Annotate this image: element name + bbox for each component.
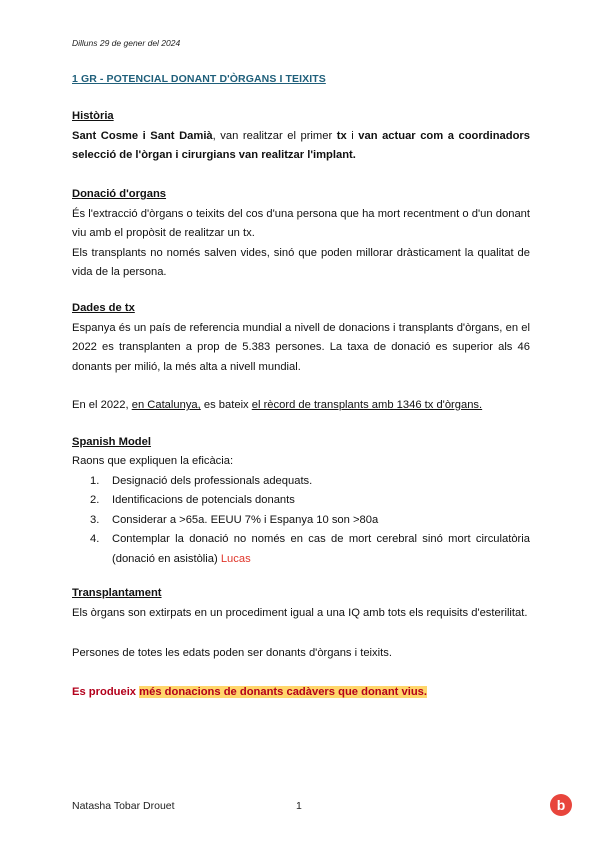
list-item-number: 4.: [90, 533, 100, 546]
historia-text-a: Sant Cosme i Sant Damià: [72, 130, 213, 142]
list-item: [90, 472, 530, 491]
list-item: [90, 511, 530, 530]
section-heading-donacio: Donació d'organs: [72, 188, 167, 200]
dades-text-c: es bateix: [200, 399, 252, 411]
list-item-text: Considerar a >65a. EEUU 7% i Espanya 10 son >80a: [112, 513, 379, 526]
dades-text-d: el rècord de transplants amb 1346 tx d'òrgans.: [251, 399, 483, 411]
historia-paragraph: [72, 127, 530, 166]
dades-paragraph-1: Espanya és un país de referencia mundial a nivell de donacions i transplants d'òrgans, en el 2022 es transplanten a prop de 5.383 persones. La taxa de donació es superior als 46 donants per milió, la més alta a nivell mundial.: [72, 322, 530, 373]
spanish-intro: Raons que expliquen la eficàcia:: [72, 455, 234, 467]
list-item-text: Identificacions de potencials donants: [112, 494, 295, 507]
list-item-number: 1.: [90, 475, 100, 487]
section-heading-transplantament: Transplantament: [72, 587, 162, 599]
spanish-list: [90, 472, 530, 569]
footer-page-number: 1: [296, 800, 302, 812]
donacio-paragraph-1: És l'extracció d'òrgans o teixits del cos d'una persona que ha mort recentment o d'un donant viu amb el propòsit de realitzar un tx.: [72, 208, 530, 240]
dades-text-b: en Catalunya,: [131, 399, 201, 411]
page-date: Dilluns 29 de gener del 2024: [72, 38, 181, 48]
historia-text-c: tx: [336, 130, 347, 142]
dades-text-a: En el 2022,: [72, 399, 132, 411]
list-item: [90, 491, 530, 510]
page-title: 1 GR - POTENCIAL DONANT D'ÒRGANS I TEIXITS: [72, 73, 326, 85]
brand-logo-icon[interactable]: b: [550, 794, 572, 816]
historia-text-d: i: [346, 130, 359, 142]
dades-paragraph-2: [72, 396, 530, 415]
transplantament-paragraph-2: Persones de totes les edats poden ser donants d'òrgans i teixits.: [72, 647, 392, 659]
list-item-text: Contemplar la donació no només en cas de mort cerebral sinó mort circulatòria (donació en asistòlia): [112, 533, 530, 565]
transplantament-highlight: més donacions de donants cadàvers que donant vius.: [139, 686, 427, 698]
section-heading-historia: Història: [72, 110, 114, 122]
historia-text-e: van actuar com a coordinadors selecció de l'òrgan i cirurgians van realitzar l'implant.: [72, 130, 530, 162]
section-heading-spanish: Spanish Model: [72, 436, 151, 448]
list-item-annotation: Lucas: [220, 552, 251, 565]
list-item: [90, 530, 530, 569]
list-item-text: Designació dels professionals adequats.: [112, 475, 313, 487]
transplantament-text-a: Es produeix: [72, 686, 140, 698]
section-heading-dades: Dades de tx: [72, 302, 135, 314]
footer-author: Natasha Tobar Drouet: [72, 800, 175, 812]
transplantament-paragraph-1: Els òrgans son extirpats en un procediment igual a una IQ amb tots els requisits d'esterilitat.: [72, 607, 528, 619]
historia-text-b: , van realitzar el primer: [212, 130, 337, 142]
donacio-paragraph-2: Els transplants no només salven vides, sinó que poden millorar dràsticament la qualitat de vida de la persona.: [72, 247, 530, 279]
transplantament-paragraph-3: [72, 683, 530, 702]
list-item-number: 3.: [90, 513, 100, 526]
list-item-number: 2.: [90, 494, 100, 507]
